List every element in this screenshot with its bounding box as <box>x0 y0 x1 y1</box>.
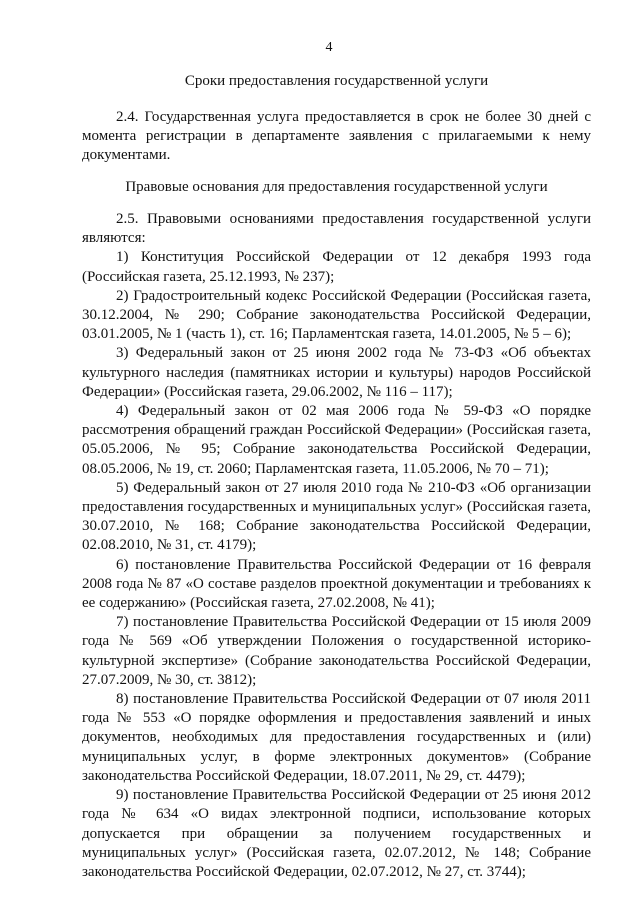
section-body-terms <box>82 108 591 166</box>
list-item: 3) Федеральный закон от 25 июня 2002 года № 73-ФЗ «Об объектах культурного наследия (памятниках истории и культуры) народов Российской Федерации» (Российская газета, 29.06.2002, № 116 – 117); <box>82 345 591 400</box>
section-body-legal-basis <box>82 210 591 882</box>
list-item: 6) постановление Правительства Российской Федерации от 16 февраля 2008 года № 87 «О составе разделов проектной документации и требованиях к ее содержанию» (Российская газета, 27.02.2008, № 41); <box>82 556 591 612</box>
list-item: 7) постановление Правительства Российской Федерации от 15 июля 2009 года № 569 «Об утверждении Положения о государственной историко-культурной экспертизе» (Собрание законодательства Российской Федерации, 27.07.2009, № 30, ст. 3812); <box>82 614 591 688</box>
page-number: 4 <box>325 40 333 55</box>
section-heading-terms: Сроки предоставления государственной услуги <box>184 73 489 89</box>
section-heading-legal-basis: Правовые основания для предоставления государственной услуги <box>125 179 548 195</box>
list-item: 1) Конституция Российской Федерации от 12 декабря 1993 года (Российская газета, 25.12.1993, № 237); <box>82 249 591 285</box>
paragraph: 2.4. Государственная услуга предоставляется в срок не более 30 дней с момента регистрации в департаменте заявления с прилагаемыми к нему документами. <box>82 109 591 164</box>
list-item: 9) постановление Правительства Российской Федерации от 25 июня 2012 года № 634 «О видах электронной подписи, использование которых допускается при обращении за получением государственных и муниципальных услуг» (Российская газета, 02.07.2012, № 148; Собрание законодательства Российской Федерации, 02.07.2012, № 27, ст. 3744); <box>82 787 591 880</box>
list-item: 4) Федеральный закон от 02 мая 2006 года № 59-ФЗ «О порядке рассмотрения обращений граждан Российской Федерации» (Российская газета, 05.05.2006, № 95; Собрание законодательства Российской Федерации, 08.05.2006, № 19, ст. 2060; Парламентская газета, 11.05.2006, № 70 – 71); <box>82 403 591 477</box>
list-item: 5) Федеральный закон от 27 июля 2010 года № 210-ФЗ «Об организации предоставления государственных и муниципальных услуг» (Российская газета, 30.07.2010, № 168; Собрание законодательства Российской Федерации, 02.08.2010, № 31, ст. 4179); <box>82 479 591 554</box>
list-item: 8) постановление Правительства Российской Федерации от 07 июля 2011 года № 553 «О порядке оформления и предоставления заявлений и иных документов, необходимых для предоставления государственных и (или) муниципальных услуг, в форме электронных документов» (Собрание законодательства Российской Федерации, 18.07.2011, № 29, ст. 4479); <box>82 691 591 784</box>
list-item: 2) Градостроительный кодекс Российской Федерации (Российская газета, 30.12.2004, № 290; Собрание законодательства Российской Федерации, 03.01.2005, № 1 (часть 1), ст. 16; Парламентская газета, 14.01.2005, № 5 – 6); <box>82 287 591 343</box>
paragraph: 2.5. Правовыми основаниями предоставления государственной услуги являются: <box>82 211 591 247</box>
